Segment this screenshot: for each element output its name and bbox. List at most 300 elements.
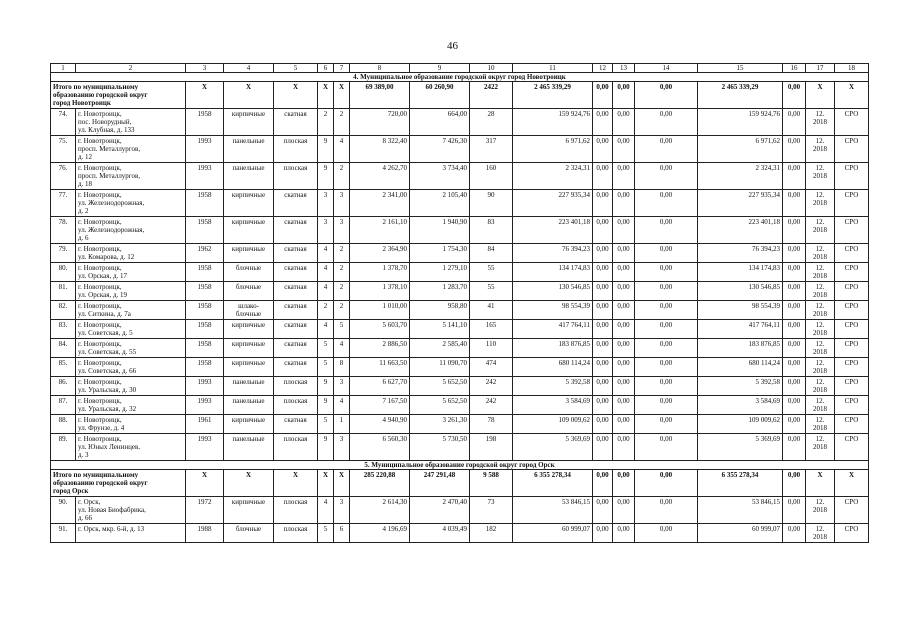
cost-total: 5 392,58 [513,377,593,396]
row-number: 89. [51,434,76,461]
cost-c12: 0,00 [593,396,613,415]
total-area: 2 341,00 [350,190,410,217]
cost-c14: 0,00 [635,217,698,244]
method: СРО [835,377,869,396]
residents: 198 [470,434,513,461]
column-number-cell: 11 [513,64,593,73]
completion-date-line: 12. [815,397,825,405]
year-built: 1972 [186,497,224,524]
table-body [51,64,869,543]
cost-c14: 0,00 [635,524,698,543]
method: СРО [835,358,869,377]
wall-material: кирпичные [224,109,274,136]
cost-c16: 0,00 [783,320,806,339]
address-line: просп. Металлургов, [78,145,141,153]
cost-c13: 0,00 [613,497,635,524]
address-line: ул. Ситкина, д. 7а [78,310,131,318]
address-cell [76,282,186,301]
cost-c15: 2 324,31 [698,163,783,190]
row-number: 78. [51,217,76,244]
row-number: 74. [51,109,76,136]
completion-date-line: 2018 [813,291,827,299]
entrances: 4 [334,396,350,415]
cost-c15: 183 876,85 [698,339,783,358]
completion-date-line: 12. [815,359,825,367]
cost-c14: 0,00 [635,358,698,377]
total-area: 6 627,70 [350,377,410,396]
completion-date [806,377,835,396]
cost-c15: 60 999,07 [698,524,783,543]
table-row [51,415,869,434]
year-built: 1958 [186,320,224,339]
cost-c14: 0,00 [635,415,698,434]
table-row [51,244,869,263]
total-c3: Х [186,82,224,109]
completion-date-line: 12. [815,525,825,533]
total-c5: Х [274,82,318,109]
total-c8: 285 220,88 [350,470,410,497]
cost-c16: 0,00 [783,190,806,217]
residents: 78 [470,415,513,434]
year-built: 1958 [186,282,224,301]
total-c3: Х [186,470,224,497]
method: СРО [835,217,869,244]
row-number: 85. [51,358,76,377]
cost-c14: 0,00 [635,497,698,524]
address-cell [76,109,186,136]
section-title: 4. Муниципальное образование городской округ город Новотроицк [51,73,869,82]
completion-date-line: 12. [815,435,825,443]
residents: 83 [470,217,513,244]
cost-c13: 0,00 [613,190,635,217]
total-area: 2 364,90 [350,244,410,263]
entrances: 8 [334,358,350,377]
address-line: ул. Уральская, д. 32 [78,405,137,413]
table-row [51,282,869,301]
address-line: г. Новотроицк, [78,191,122,199]
table-row [51,339,869,358]
cost-c13: 0,00 [613,282,635,301]
completion-date-line: 12. [815,218,825,226]
total-area: 1 010,00 [350,301,410,320]
method: СРО [835,434,869,461]
cost-c16: 0,00 [783,524,806,543]
residents: 55 [470,263,513,282]
address-line: д. 18 [78,180,93,188]
cost-c14: 0,00 [635,377,698,396]
completion-date-line: 2018 [813,367,827,375]
address-cell [76,524,186,543]
cost-c12: 0,00 [593,524,613,543]
total-c17: Х [806,82,835,109]
total-c14: 0,00 [635,470,698,497]
total-c5: Х [274,470,318,497]
wall-material: панельные [224,163,274,190]
entrances: 3 [334,190,350,217]
completion-date [806,396,835,415]
entrances: 3 [334,377,350,396]
wall-material: кирпичные [224,190,274,217]
wall-material: блочные [224,524,274,543]
completion-date [806,263,835,282]
table-row [51,358,869,377]
total-c11: 6 355 278,34 [513,470,593,497]
completion-date-line: 2018 [813,386,827,394]
page-number: 46 [447,40,458,52]
total-label-line: образованию городской округ [53,479,148,487]
entrances: 3 [334,217,350,244]
residents: 317 [470,136,513,163]
floors: 4 [318,497,334,524]
cost-c16: 0,00 [783,163,806,190]
completion-date-line: 12. [815,191,825,199]
completion-date-line: 12. [815,137,825,145]
cost-c13: 0,00 [613,163,635,190]
year-built: 1993 [186,163,224,190]
completion-date-line: 12. [815,498,825,506]
entrances: 4 [334,339,350,358]
completion-date-line: 12. [815,302,825,310]
entrances: 2 [334,109,350,136]
cost-c14: 0,00 [635,263,698,282]
cost-c12: 0,00 [593,282,613,301]
year-built: 1958 [186,358,224,377]
total-label [51,470,186,497]
cost-c16: 0,00 [783,301,806,320]
completion-date [806,301,835,320]
entrances: 2 [334,244,350,263]
cost-c16: 0,00 [783,358,806,377]
method: СРО [835,497,869,524]
cost-c12: 0,00 [593,163,613,190]
living-area: 2 470,40 [410,497,470,524]
method: СРО [835,190,869,217]
method: СРО [835,163,869,190]
cost-c12: 0,00 [593,263,613,282]
floors: 9 [318,163,334,190]
cost-total: 5 369,69 [513,434,593,461]
cost-c12: 0,00 [593,434,613,461]
cost-c16: 0,00 [783,497,806,524]
address-cell [76,339,186,358]
residents: 160 [470,163,513,190]
cost-total: 76 394,23 [513,244,593,263]
table-row [51,434,869,461]
cost-c13: 0,00 [613,263,635,282]
floors: 9 [318,434,334,461]
wall-material: кирпичные [224,320,274,339]
total-c9: 247 291,48 [410,470,470,497]
completion-date-line: 2018 [813,226,827,234]
total-area: 4 940,90 [350,415,410,434]
completion-date-line: 12. [815,340,825,348]
completion-date [806,163,835,190]
year-built: 1958 [186,109,224,136]
floors: 9 [318,377,334,396]
wall-material: кирпичные [224,497,274,524]
roof-type: скатная [274,217,318,244]
cost-c15: 76 394,23 [698,244,783,263]
residents: 110 [470,339,513,358]
residents: 242 [470,396,513,415]
address-cell [76,217,186,244]
section-title-row [51,73,869,82]
table-row [51,136,869,163]
wall-material: панельные [224,396,274,415]
address-cell [76,377,186,396]
living-area: 1 754,30 [410,244,470,263]
completion-date [806,524,835,543]
address-line: ул. Железнодорожная, [78,199,145,207]
residents: 165 [470,320,513,339]
completion-date-line: 2018 [813,506,827,514]
cost-c15: 223 401,18 [698,217,783,244]
cost-c15: 227 935,34 [698,190,783,217]
total-c13: 0,00 [613,470,635,497]
total-c10: 9 588 [470,470,513,497]
total-c7: Х [334,82,350,109]
cost-c16: 0,00 [783,136,806,163]
entrances: 2 [334,282,350,301]
cost-c16: 0,00 [783,244,806,263]
address-line: ул. Советская, д. 55 [78,348,137,356]
completion-date-line: 12. [815,378,825,386]
cost-total: 227 935,34 [513,190,593,217]
row-number: 76. [51,163,76,190]
column-number-header-row [51,64,869,73]
row-number: 88. [51,415,76,434]
cost-total: 134 174,83 [513,263,593,282]
table-row [51,263,869,282]
cost-c15: 159 924,76 [698,109,783,136]
wall-material: кирпичные [224,415,274,434]
roof-type: скатная [274,415,318,434]
cost-c14: 0,00 [635,301,698,320]
cost-c12: 0,00 [593,301,613,320]
living-area: 11 090,70 [410,358,470,377]
total-c7: Х [334,470,350,497]
total-area: 2 886,50 [350,339,410,358]
address-line: д. 3 [78,451,89,459]
floors: 4 [318,282,334,301]
cost-total: 417 764,11 [513,320,593,339]
column-number-cell: 18 [835,64,869,73]
floors: 5 [318,415,334,434]
year-built: 1993 [186,434,224,461]
address-line: г. Новотроицк, [78,416,122,424]
year-built: 1988 [186,524,224,543]
row-number: 86. [51,377,76,396]
row-number: 83. [51,320,76,339]
completion-date-line: 2018 [813,118,827,126]
wall-material: кирпичные [224,339,274,358]
cost-c15: 3 584,69 [698,396,783,415]
column-number-cell: 10 [470,64,513,73]
section-total-row [51,470,869,497]
wall-material: панельные [224,136,274,163]
address-cell [76,320,186,339]
completion-date-line: 2018 [813,443,827,451]
total-area: 6 560,30 [350,434,410,461]
table-row [51,190,869,217]
table-row [51,109,869,136]
year-built: 1958 [186,339,224,358]
total-label-line: город Новотроицк [53,99,111,107]
cost-c13: 0,00 [613,396,635,415]
completion-date [806,415,835,434]
roof-type: скатная [274,263,318,282]
total-c11: 2 465 339,29 [513,82,593,109]
residents: 242 [470,377,513,396]
total-label [51,82,186,109]
address-line: ул. Уральская, д. 30 [78,386,137,394]
entrances: 4 [334,136,350,163]
address-line: г. Новотроицк, [78,245,122,253]
address-line: ул. Комарова, д. 12 [78,253,135,261]
completion-date [806,244,835,263]
column-number-cell: 16 [783,64,806,73]
floors: 4 [318,263,334,282]
address-cell [76,244,186,263]
section-title: 5. Муниципальное образование городской округ город Орск [51,461,869,470]
residents: 84 [470,244,513,263]
cost-c15: 6 971,62 [698,136,783,163]
year-built: 1993 [186,136,224,163]
table-row [51,163,869,190]
total-label-line: город Орск [53,487,89,495]
total-label-line: образованию городской округ [53,91,148,99]
year-built: 1993 [186,396,224,415]
method: СРО [835,282,869,301]
cost-c16: 0,00 [783,396,806,415]
total-area: 2 161,10 [350,217,410,244]
completion-date-line: 2018 [813,405,827,413]
cost-total: 130 546,85 [513,282,593,301]
table-row [51,396,869,415]
method: СРО [835,136,869,163]
roof-type: плоская [274,396,318,415]
living-area: 2 585,40 [410,339,470,358]
address-line: д. 66 [78,514,93,522]
floors: 5 [318,339,334,358]
wall-material-line: шлако- [238,302,259,310]
roof-type: скатная [274,301,318,320]
completion-date-line: 2018 [813,348,827,356]
wall-material: панельные [224,434,274,461]
cost-c15: 5 392,58 [698,377,783,396]
column-number-cell: 13 [613,64,635,73]
total-c6: Х [318,470,334,497]
cost-c12: 0,00 [593,339,613,358]
floors: 4 [318,244,334,263]
total-c9: 60 260,90 [410,82,470,109]
cost-c12: 0,00 [593,377,613,396]
year-built: 1958 [186,217,224,244]
table-row [51,320,869,339]
living-area: 5 730,50 [410,434,470,461]
row-number: 91. [51,524,76,543]
address-line: просп. Металлургов, [78,172,141,180]
cost-c14: 0,00 [635,282,698,301]
residents: 73 [470,497,513,524]
address-line: г. Новотроицк, [78,164,122,172]
total-c15: 2 465 339,29 [698,82,783,109]
living-area: 3 734,40 [410,163,470,190]
living-area: 4 039,49 [410,524,470,543]
table-row [51,301,869,320]
total-area: 2 614,30 [350,497,410,524]
completion-date-line: 12. [815,416,825,424]
cost-total: 680 114,24 [513,358,593,377]
total-label-line: Итого по муниципальному [53,83,139,91]
total-c6: Х [318,82,334,109]
year-built: 1993 [186,377,224,396]
completion-date-line: 12. [815,321,825,329]
cost-total: 6 971,62 [513,136,593,163]
completion-date-line: 12. [815,164,825,172]
roof-type: плоская [274,434,318,461]
cost-c12: 0,00 [593,415,613,434]
living-area: 1 279,10 [410,263,470,282]
address-line: ул. Советская, д. 5 [78,329,133,337]
total-c18: Х [835,470,869,497]
floors: 4 [318,320,334,339]
completion-date-line: 2018 [813,310,827,318]
floors: 5 [318,524,334,543]
address-cell [76,163,186,190]
address-line: д. 12 [78,153,93,161]
address-cell [76,497,186,524]
table-row [51,217,869,244]
cost-c12: 0,00 [593,497,613,524]
completion-date-line: 2018 [813,329,827,337]
wall-material: кирпичные [224,217,274,244]
floors: 5 [318,358,334,377]
total-c8: 69 389,00 [350,82,410,109]
cost-c14: 0,00 [635,320,698,339]
cost-c14: 0,00 [635,244,698,263]
cost-c15: 5 369,69 [698,434,783,461]
cost-c16: 0,00 [783,263,806,282]
roof-type: скатная [274,320,318,339]
completion-date-line: 12. [815,283,825,291]
cost-c12: 0,00 [593,109,613,136]
cost-c15: 417 764,11 [698,320,783,339]
column-number-cell: 5 [274,64,318,73]
column-number-cell: 1 [51,64,76,73]
completion-date-line: 2018 [813,253,827,261]
cost-c14: 0,00 [635,434,698,461]
roof-type: скатная [274,339,318,358]
completion-date-line: 2018 [813,272,827,280]
living-area: 1 940,90 [410,217,470,244]
cost-c13: 0,00 [613,524,635,543]
cost-c16: 0,00 [783,282,806,301]
living-area: 5 652,50 [410,396,470,415]
living-area: 5 141,10 [410,320,470,339]
roof-type: плоская [274,497,318,524]
total-c16: 0,00 [783,82,806,109]
row-number: 75. [51,136,76,163]
row-number: 84. [51,339,76,358]
cost-total: 53 846,15 [513,497,593,524]
row-number: 90. [51,497,76,524]
living-area: 2 105,40 [410,190,470,217]
cost-c13: 0,00 [613,136,635,163]
table-row [51,497,869,524]
cost-c12: 0,00 [593,136,613,163]
address-cell [76,136,186,163]
